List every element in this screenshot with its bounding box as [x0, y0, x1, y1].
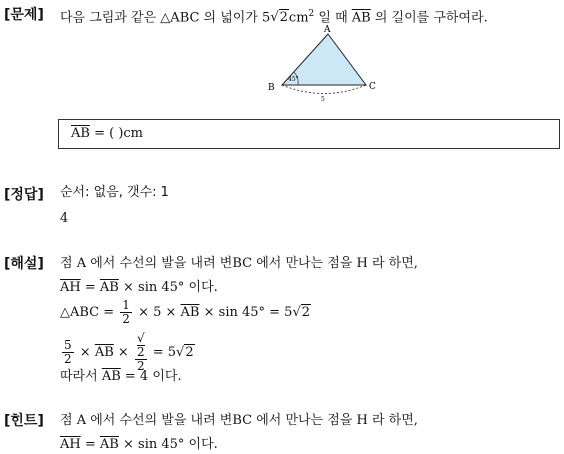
hint-line1: 점 A 에서 수선의 발을 내려 변BC 에서 만나는 점을 H 라 하면, [60, 413, 418, 428]
base-arc [282, 85, 366, 94]
answer-line1: 순서: 없음, 갯수: 1 [60, 185, 169, 200]
answer-text: $\overline{AB}$ = ( )cm [71, 126, 143, 141]
vertex-c: C [369, 82, 376, 92]
hint-line2: $\overline{AH} = \overline{AB} \times \sin 45^\circ$ 이다. [60, 437, 218, 452]
problem-label: [문제] [4, 7, 44, 23]
explanation-line4: $\frac{5}{2}$ × $\overline{AB}$ × √ 2 2 = 5√2 [64, 331, 194, 373]
vertex-b: B [268, 83, 275, 93]
problem-text: 다음 그림과 같은 △ABC 의 넓이가 $5√2cm^2$ 일 때 $\overline{AB}$ 의 길이를 구하여라. [60, 9, 488, 26]
explanation-line1: 점 A 에서 수선의 발을 내려 변BC 에서 만나는 점을 H 라 하면, [60, 256, 418, 271]
vertex-a: A [324, 25, 331, 35]
angle-label: 45° [288, 76, 299, 83]
side-label: 5 [321, 96, 325, 103]
triangle-figure [262, 22, 386, 106]
explanation-line3: △ABC = $\frac{1}{2}$ × $5 \times \overline{AB} \times \sin 45^\circ = 5√2$ [60, 298, 311, 326]
explanation-line5: 따라서 $\overline{AB} = 4$ 이다. [60, 369, 182, 384]
answer-label: [정답] [4, 187, 44, 203]
explanation-line2: $\overline{AH} = \overline{AB} \times \sin 45^\circ$ 이다. [60, 280, 218, 295]
explanation-label: [해설] [4, 256, 44, 272]
hint-label: [힌트] [4, 413, 44, 429]
answer-box[interactable] [58, 119, 560, 149]
answer-value: 4 [60, 211, 69, 226]
